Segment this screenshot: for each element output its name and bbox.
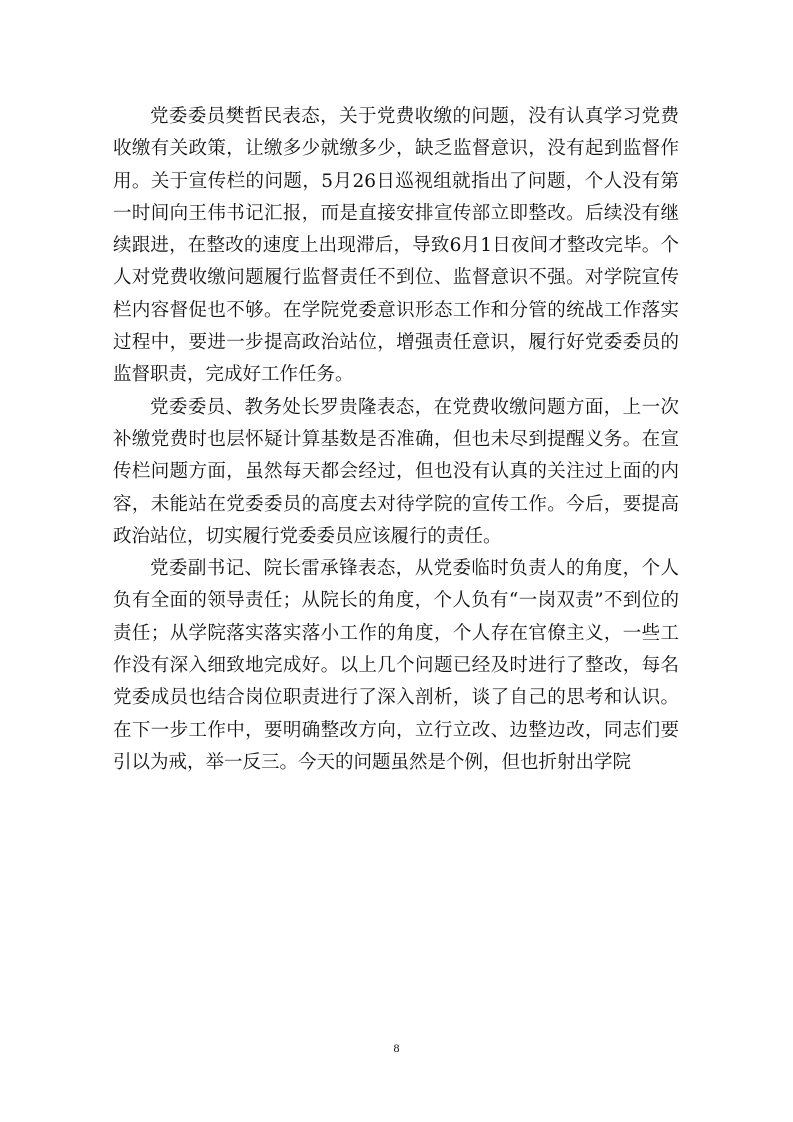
document-body: [113, 101, 679, 779]
paragraph-luo-guilong-statement: 党委委员、教务处长罗贵隆表态，在党费收缴问题方面，上一次补缴党费时也层怀疑计算基数是否准确，但也未尽到提醒义务。在宣传栏问题方面，虽然每天都会经过，但也没有认真的关注过上面的内容，未能站在党委委员的高度去对待学院的宣传工作。今后，要提高政治站位，切实履行党委委员应该履行的责任。: [113, 396, 679, 547]
paragraph-lei-chengfeng-statement: 党委副书记、院长雷承锋表态，从党委临时负责人的角度，个人负有全面的领导责任；从院长的角度，个人负有“一岗双责”不到位的责任；从学院落实落实落小工作的角度，个人存在官僚主义，一些工作没有深入细致地完成好。以上几个问题已经及时进行了整改，每名党委成员也结合岗位职责进行了深入剖析，谈了自己的思考和认识。在下一步工作中，要明确整改方向，立行立改、边整边改，同志们要引以为戒，举一反三。今天的问题虽然是个例，但也折射出学院: [113, 558, 679, 773]
page-number: 8: [393, 1041, 400, 1055]
paragraph-fan-zhemin-statement: 党委委员樊哲民表态，关于党费收缴的问题，没有认真学习党费收缴有关政策，让缴多少就缴多少，缺乏监督意识，没有起到监督作用。关于宣传栏的问题，5月26日巡视组就指出了问题，个人没有第一时间向王伟书记汇报，而是直接安排宣传部立即整改。后续没有继续跟进，在整改的速度上出现滞后，导致6月1日夜间才整改完毕。个人对党费收缴问题履行监督责任不到位、监督意识不强。对学院宣传栏内容督促也不够。在学院党委意识形态工作和分管的统战工作落实过程中，要进一步提高政治站位，增强责任意识，履行好党委委员的监督职责，完成好工作任务。: [113, 106, 679, 386]
